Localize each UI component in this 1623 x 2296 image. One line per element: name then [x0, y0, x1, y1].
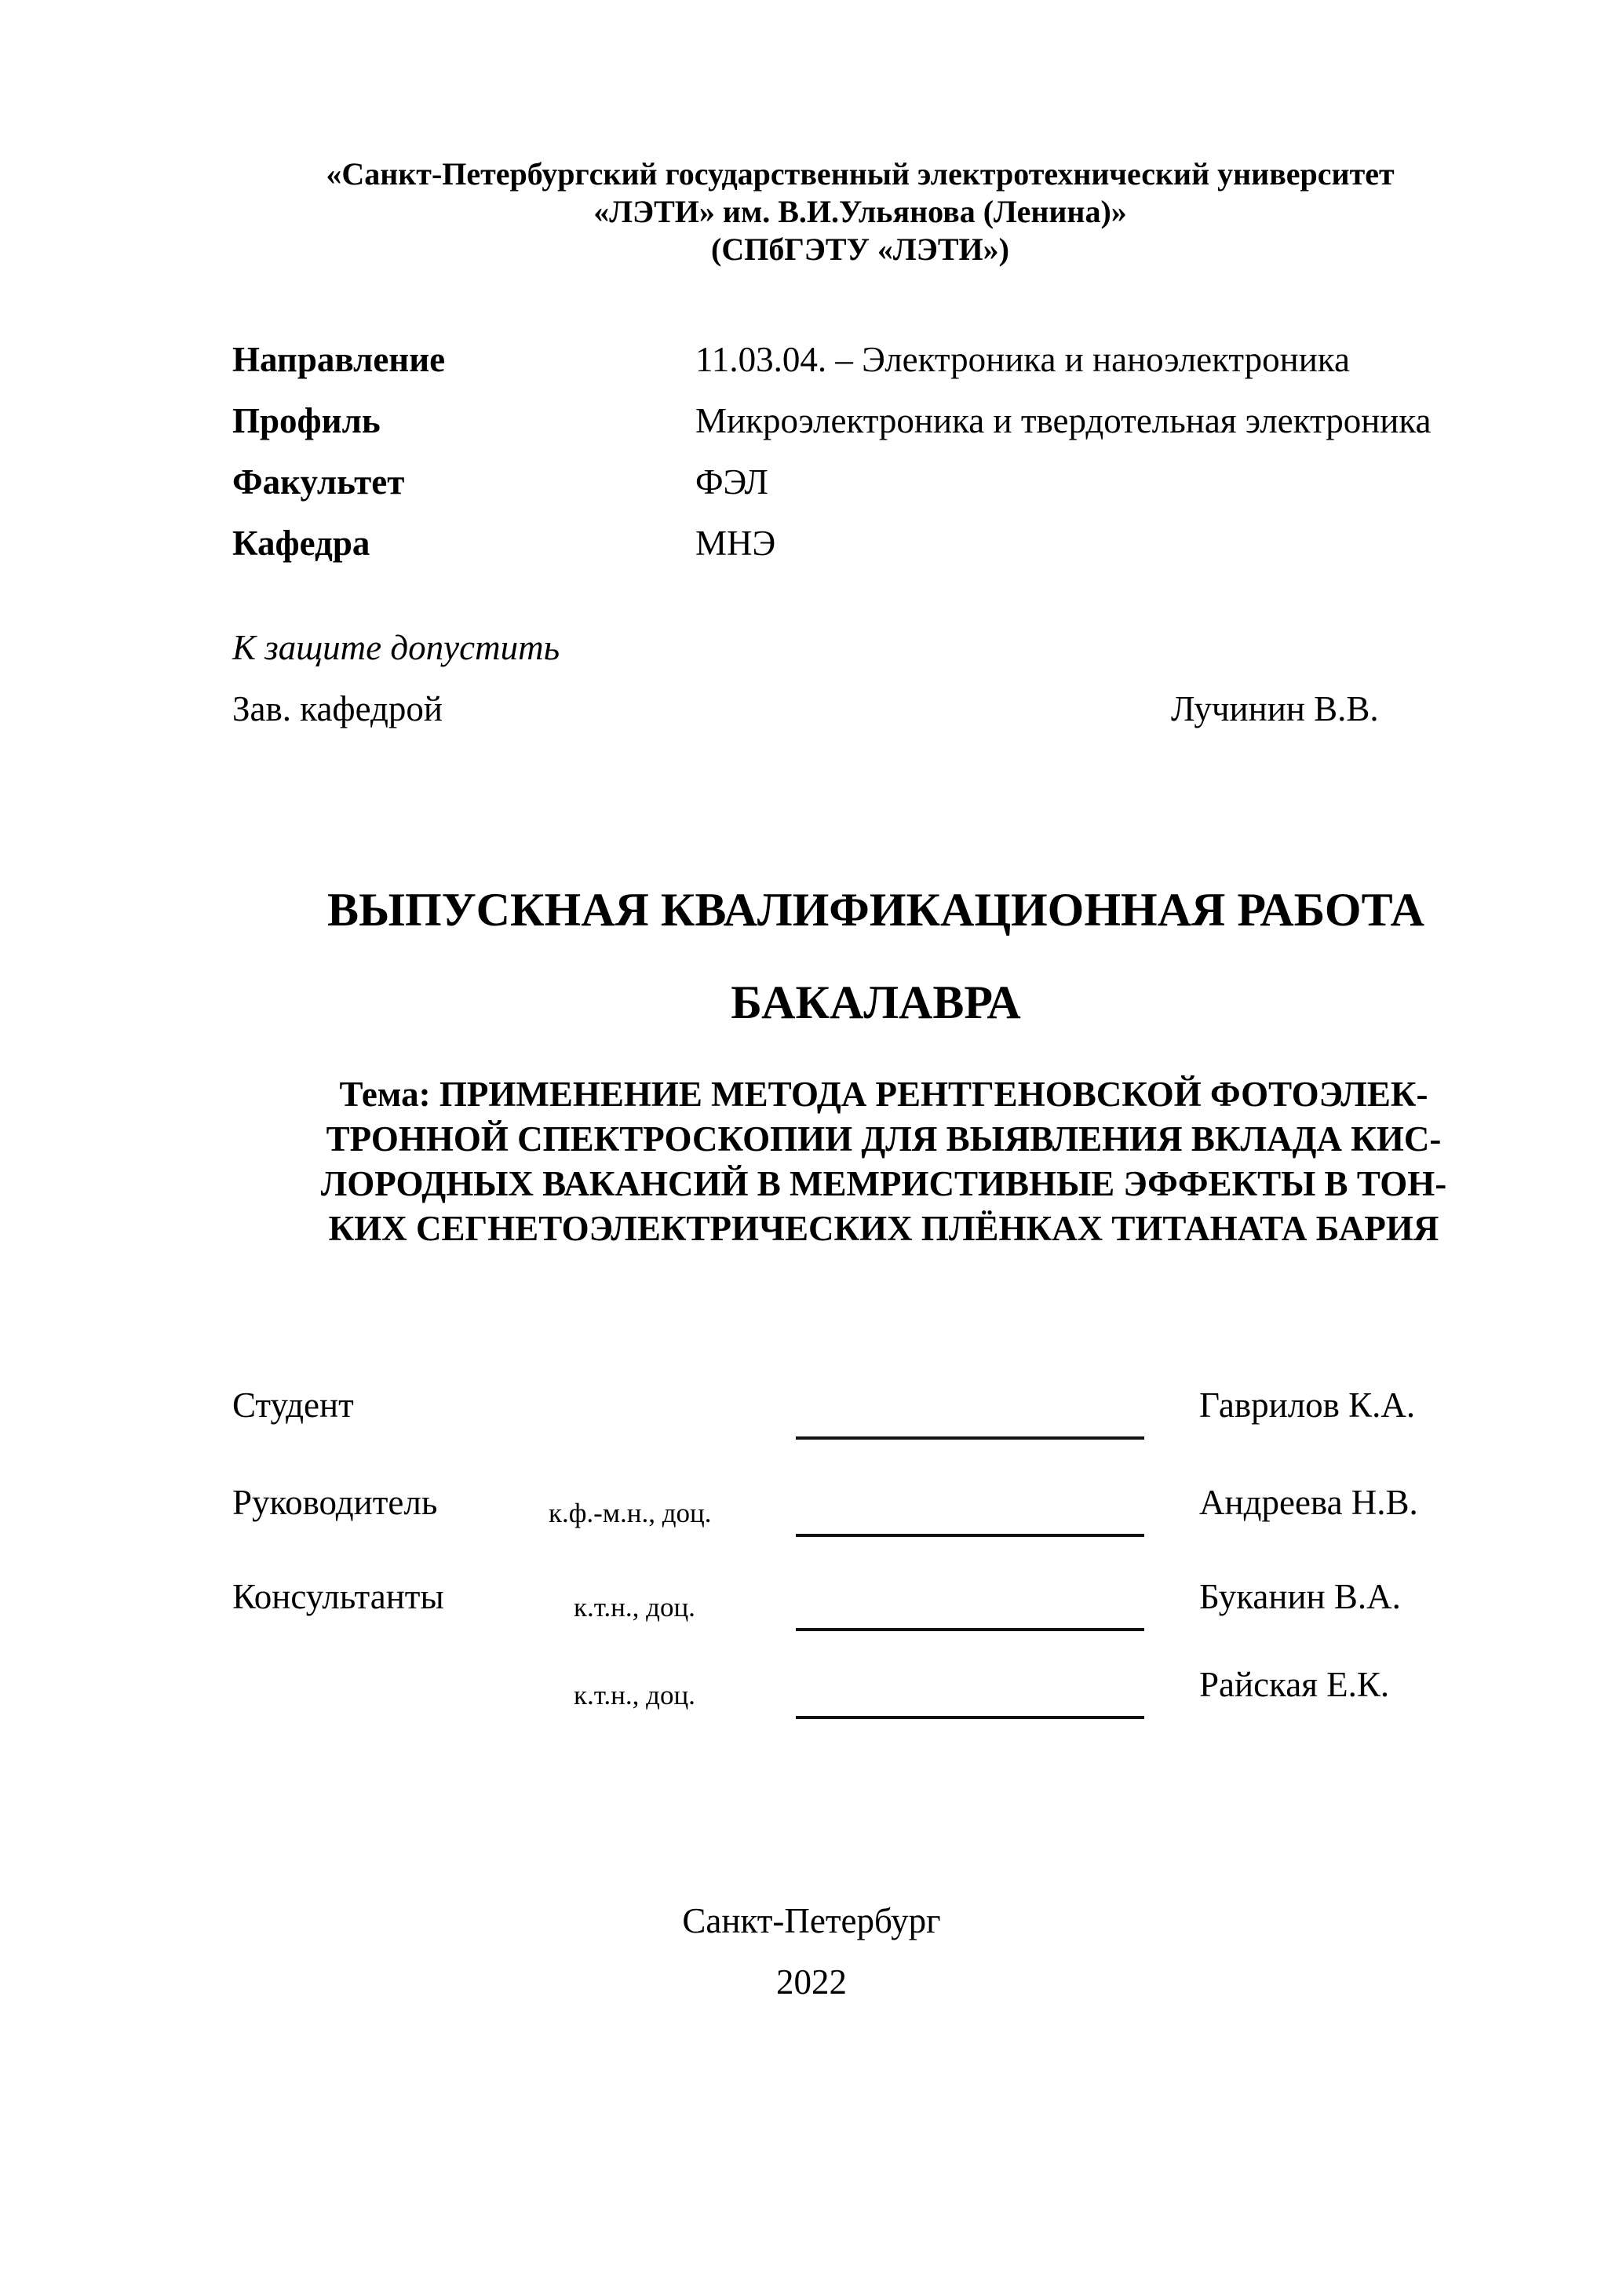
- topic-line: ТРОННОЙ СПЕКТРОСКОПИИ ДЛЯ ВЫЯВЛЕНИЯ ВКЛАДА КИС-: [326, 1119, 1442, 1159]
- topic-line: Тема: ПРИМЕНЕНИЕ МЕТОДА РЕНТГЕНОВСКОЙ ФОТОЭЛЕК-: [339, 1075, 1428, 1114]
- signature-block: [232, 1382, 1504, 1754]
- signature-row-consultant-1: [232, 1573, 1504, 1661]
- signature-name: Андреева Н.В.: [1199, 1483, 1418, 1522]
- university-name-line2: «ЛЭТИ» им. В.И.Ульянова (Ленина)»: [593, 194, 1127, 229]
- signature-degree: к.ф.-м.н., доц.: [549, 1498, 712, 1528]
- thesis-topic: [248, 1072, 1519, 1251]
- signature-degree: к.т.н., доц.: [574, 1680, 695, 1710]
- admit-to-defense-text: К защите допустить: [232, 628, 560, 667]
- footer: [0, 1890, 1623, 2013]
- info-value: 11.03.04. – Электроника и наноэлектроника: [695, 340, 1350, 379]
- work-title-line2: БАКАЛАВРА: [731, 976, 1021, 1028]
- info-row-department: [232, 520, 1519, 581]
- signature-line: [796, 1628, 1144, 1631]
- signature-row-supervisor: [232, 1479, 1504, 1573]
- signature-role: Руководитель: [232, 1483, 438, 1522]
- signature-line: [796, 1534, 1144, 1537]
- info-label: Факультет: [232, 462, 405, 502]
- signature-name: Райская Е.К.: [1199, 1665, 1390, 1704]
- signature-line: [796, 1436, 1144, 1440]
- info-row-direction: [232, 336, 1519, 397]
- topic-line: ЛОРОДНЫХ ВАКАНСИЙ В МЕМРИСТИВНЫЕ ЭФФЕКТЫ В ТОН-: [320, 1164, 1447, 1203]
- signature-line: [796, 1716, 1144, 1719]
- signature-row-consultant-2: [232, 1661, 1504, 1754]
- signature-row-student: [232, 1382, 1504, 1474]
- info-label: Направление: [232, 340, 446, 379]
- info-value: МНЭ: [695, 524, 776, 563]
- work-title-line1: ВЫПУСКНАЯ КВАЛИФИКАЦИОННАЯ РАБОТА: [327, 884, 1424, 936]
- info-row-profile: [232, 397, 1519, 458]
- info-value: Микроэлектроника и твердотельная электроника: [695, 401, 1432, 440]
- defense-approval: [232, 624, 1410, 748]
- university-abbreviation: (СПбГЭТУ «ЛЭТИ»): [711, 232, 1009, 267]
- signature-role: Студент: [232, 1385, 354, 1425]
- signature-role: Консультанты: [232, 1577, 444, 1616]
- department-head-row: [232, 685, 1410, 748]
- city: Санкт-Петербург: [682, 1901, 941, 1940]
- signature-degree: к.т.н., доц.: [574, 1592, 695, 1623]
- info-value: ФЭЛ: [695, 462, 768, 502]
- year: 2022: [776, 1962, 847, 2002]
- signature-name: Гаврилов К.А.: [1199, 1385, 1416, 1425]
- department-head-name: Лучинин В.В.: [1171, 689, 1379, 728]
- work-title: [232, 863, 1519, 1049]
- program-info: [232, 336, 1519, 581]
- info-row-faculty: [232, 458, 1519, 520]
- info-label: Кафедра: [232, 524, 370, 563]
- university-header: [232, 155, 1488, 268]
- info-label: Профиль: [232, 401, 381, 440]
- department-head-role: Зав. кафедрой: [232, 689, 443, 728]
- signature-name: Буканин В.А.: [1199, 1577, 1401, 1616]
- university-name-line1: «Санкт-Петербургский государственный электротехнический университет: [326, 156, 1395, 192]
- topic-line: КИХ СЕГНЕТОЭЛЕКТРИЧЕСКИХ ПЛЁНКАХ ТИТАНАТА БАРИЯ: [328, 1209, 1439, 1248]
